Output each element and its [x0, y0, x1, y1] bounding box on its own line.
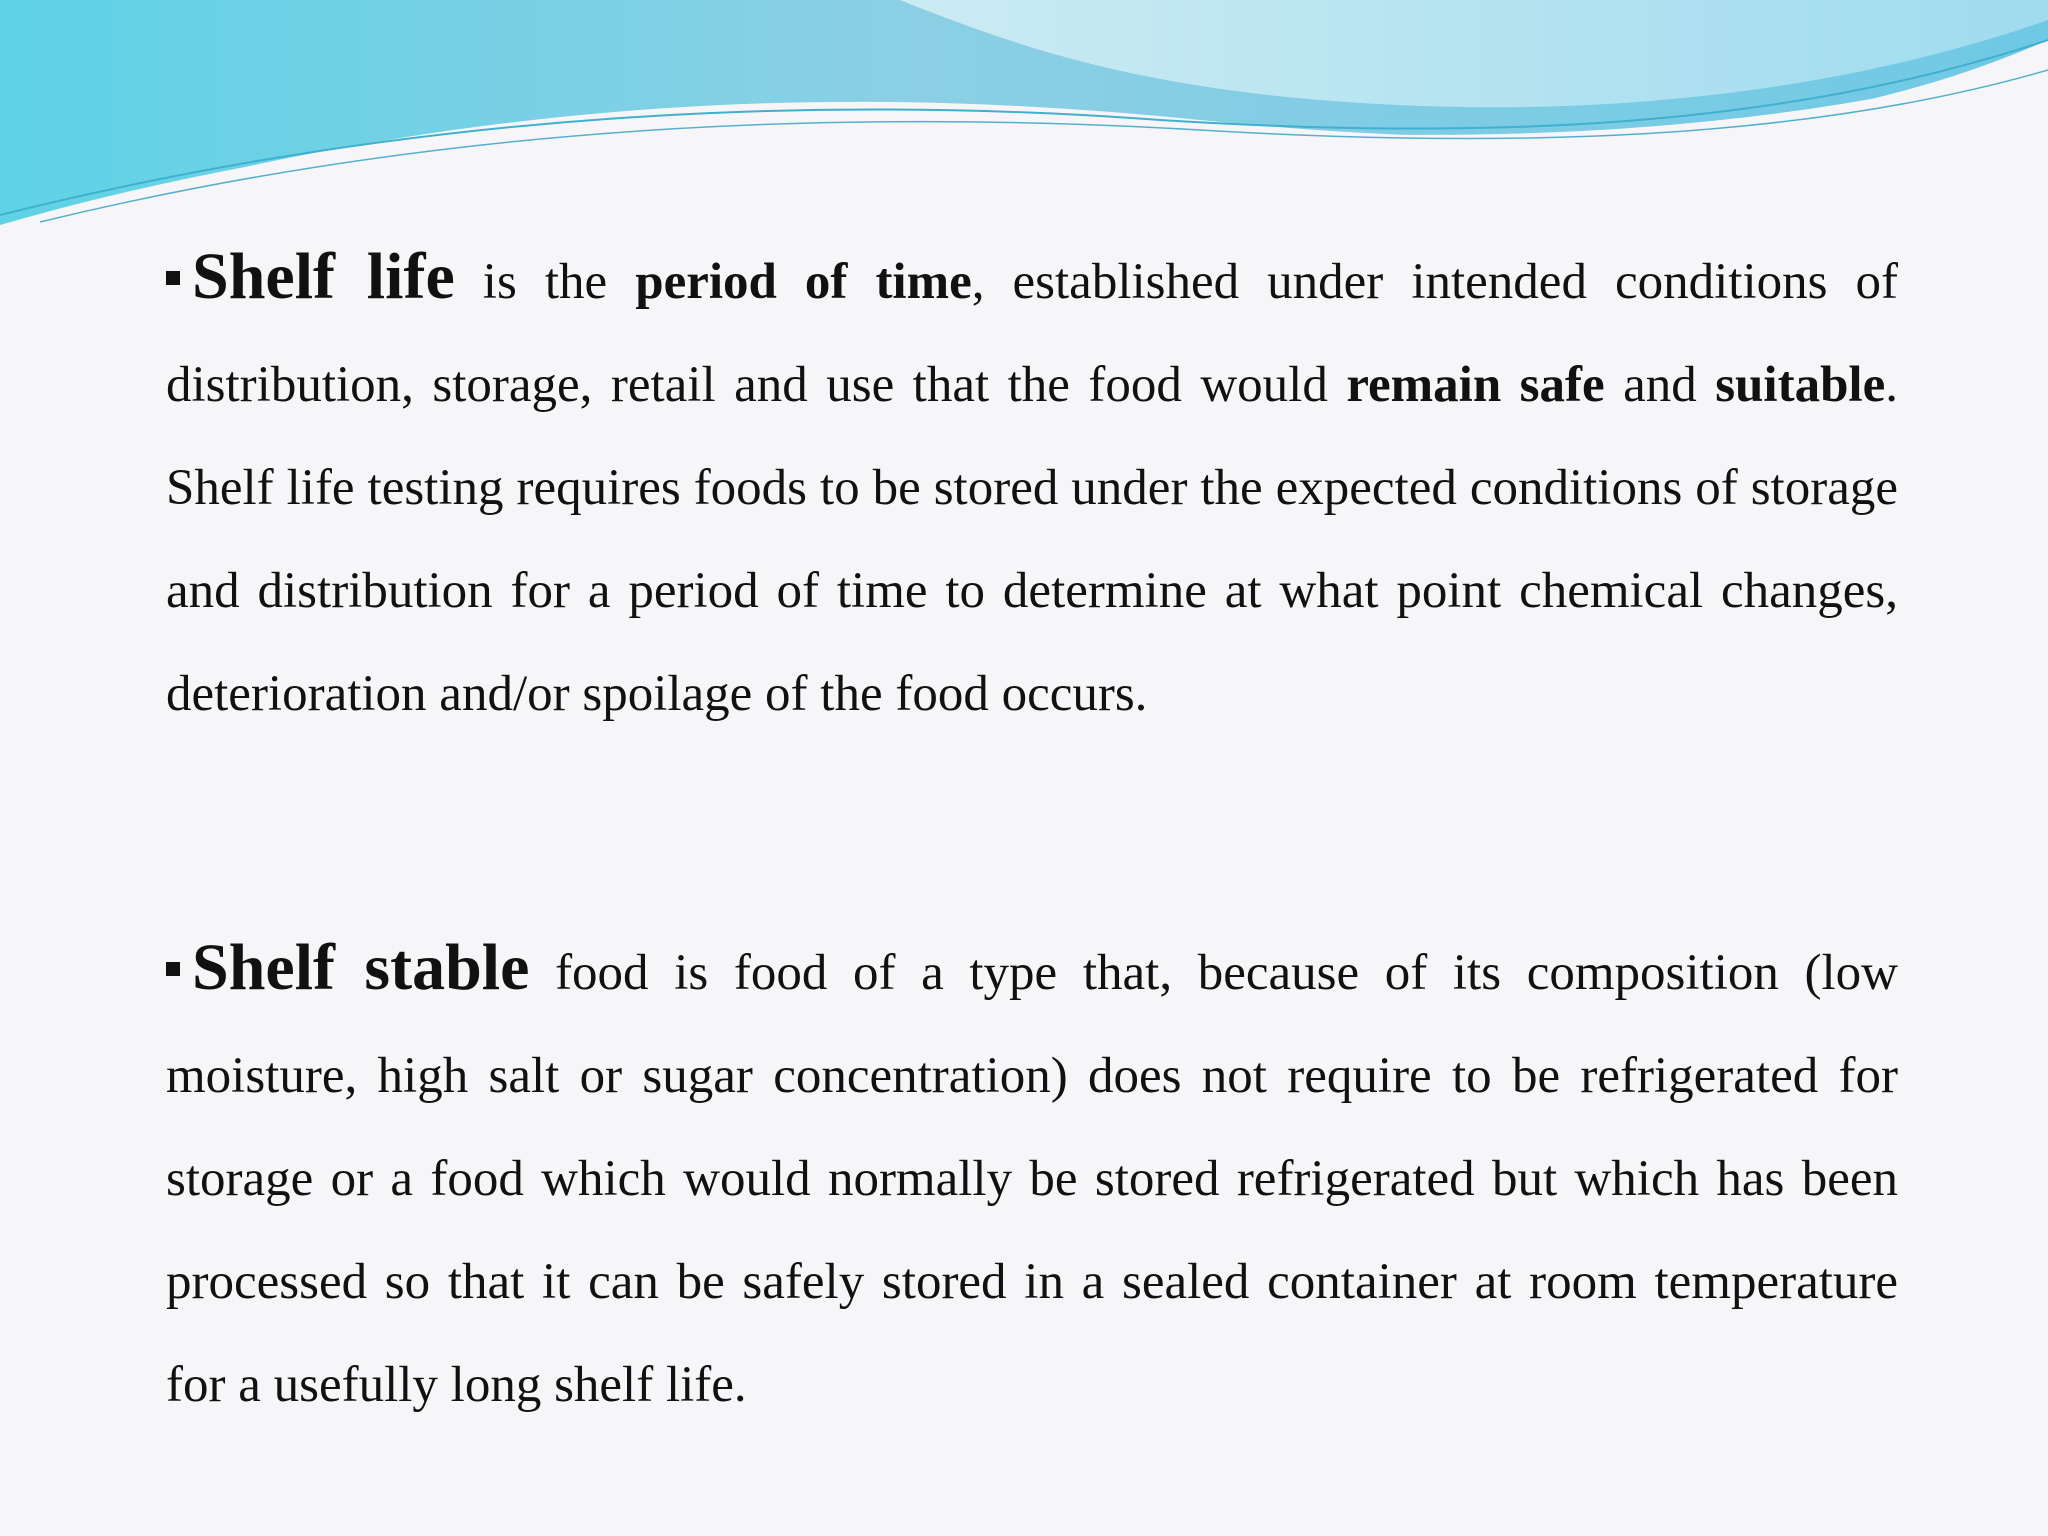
- paragraph-shelf-stable: [166, 916, 1898, 1437]
- text-span: food is food of a type that, because of its composition (low moisture, high salt or sugar concentration) does not require to be refrigerated for storage or a food which would normally be stored refrigerated but which has been processed so that it can be safely stored in a sealed container at room temperature for a usefully long shelf life.: [166, 945, 1898, 1413]
- bold-suitable: suitable: [1715, 357, 1886, 413]
- bold-remain-safe: remain safe: [1346, 357, 1605, 413]
- text-span: and: [1604, 357, 1716, 413]
- text-span: is the: [454, 254, 636, 310]
- square-bullet-icon: [166, 271, 180, 285]
- text-span: , established under intended conditions of distribution, storage, retail and use that the food would: [166, 254, 1899, 413]
- decorative-wave-header: [0, 0, 2048, 240]
- term-shelf-life: Shelf life: [192, 240, 455, 313]
- paragraph-shelf-life: [166, 225, 1898, 746]
- text-span: . Shelf life testing requires foods to be stored under the expected conditions of storage and distribution for a period of time to determine at what point chemical changes, deterioration and/or spoilage of the food occurs.: [166, 357, 1898, 722]
- term-shelf-stable: Shelf stable: [192, 931, 530, 1004]
- square-bullet-icon: [166, 962, 180, 976]
- bold-period-of-time: period of time: [635, 254, 972, 310]
